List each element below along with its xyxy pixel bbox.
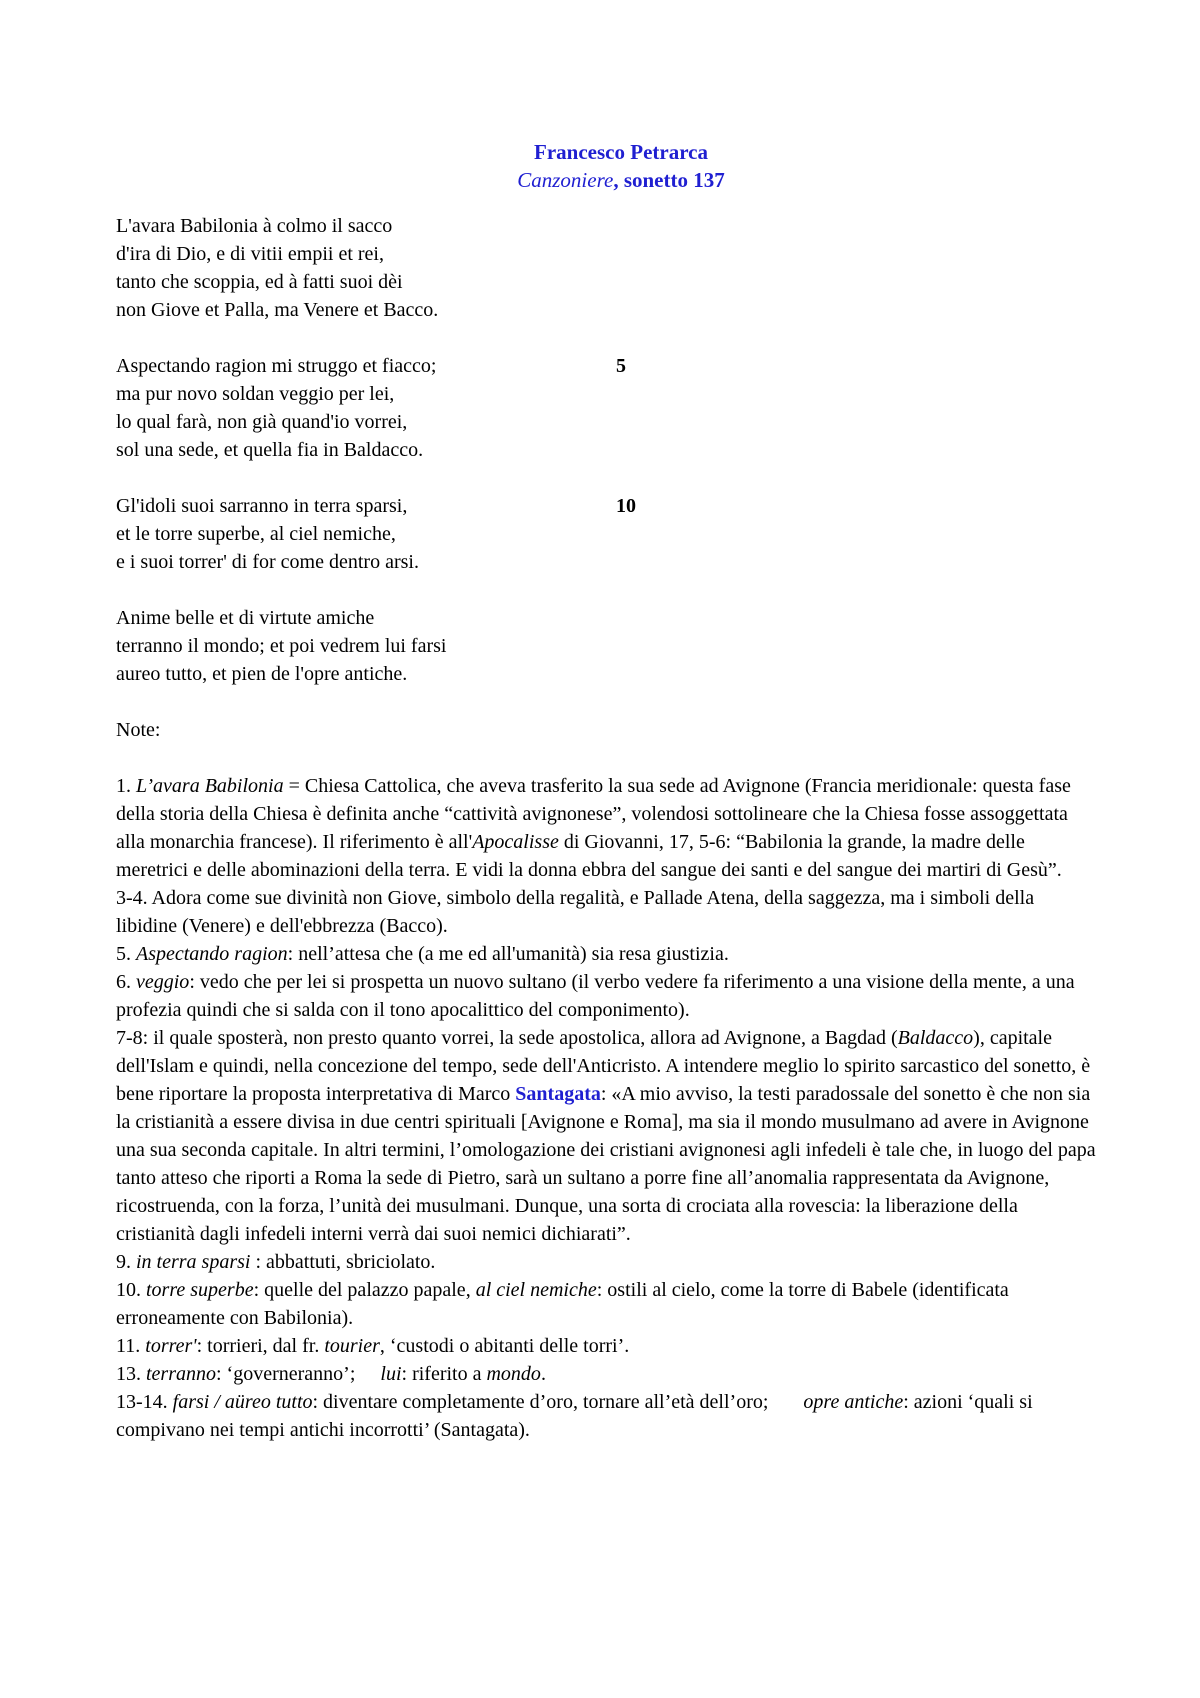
verse-text: terranno il mondo; et poi vedrem lui farsi <box>116 635 447 657</box>
note-term: veggio <box>136 971 190 993</box>
note-number: 13-14. <box>116 1391 173 1413</box>
note-term: lui <box>380 1363 402 1385</box>
note-text: : riferito a <box>401 1363 487 1385</box>
note-text: : ‘governeranno’; <box>216 1363 381 1385</box>
note-term: terranno <box>146 1363 216 1385</box>
note-term: al ciel nemiche <box>475 1279 597 1301</box>
work-title-rest: , sonetto 137 <box>613 168 725 192</box>
note-term: L’avara Babilonia <box>136 775 284 797</box>
verse-text: L'avara Babilonia à colmo il sacco <box>116 215 393 237</box>
note-text: 3-4. Adora come sue divinità non Giove, simbolo della regalità, e Pallade Atena, della saggezza, ma i simboli della libidine (Venere) e dell'ebbrezza (Bacco). <box>116 887 1035 937</box>
verse-line <box>116 380 1096 408</box>
note-text: : abbattuti, sbriciolato. <box>250 1251 436 1273</box>
note-term: opre antiche <box>803 1391 904 1413</box>
notes-heading: Note: <box>116 719 161 741</box>
title-block <box>116 138 1096 194</box>
verse-text: aureo tutto, et pien de l'opre antiche. <box>116 663 408 685</box>
work-title-italic: Canzoniere <box>517 168 614 192</box>
verse-line <box>116 520 1096 548</box>
author-title: Francesco Petrarca <box>534 140 708 164</box>
note-text: , ‘custodi o abitanti delle torri’. <box>379 1335 630 1357</box>
note-text: = Chiesa Cattolica, che aveva trasferito la sua sede ad Avignone (Francia meridionale: questa fase della storia della Chiesa è definita anche “cattività avignonese”, volendosi sottolineare che la Chiesa fosse assoggettata alla monarchia francese). Il riferimento è all' <box>116 775 1071 853</box>
note-number: 10. <box>116 1279 146 1301</box>
note-term: in terra sparsi <box>136 1251 251 1273</box>
verse-line <box>116 240 1096 268</box>
verse-text: d'ira di Dio, e di vitii empii et rei, <box>116 243 384 265</box>
stanza-4 <box>116 604 1096 688</box>
verse-line <box>116 492 1096 520</box>
verse-line <box>116 408 1096 436</box>
note-term: torre superbe <box>146 1279 254 1301</box>
sonnet-text <box>116 212 1096 688</box>
note-6 <box>116 968 1096 1024</box>
note-term: tourier <box>324 1335 380 1357</box>
author-reference: Santagata <box>515 1083 601 1105</box>
note-text: : vedo che per lei si prospetta un nuovo sultano (il verbo vedere fa riferimento a una visione della mente, a una profezia quindi che si salda con il tono apocalittico del componimento). <box>116 971 1075 1021</box>
verse-line <box>116 660 1096 688</box>
note-3-4 <box>116 884 1096 940</box>
note-5 <box>116 940 1096 968</box>
note-9 <box>116 1248 1096 1276</box>
note-term: mondo <box>486 1363 541 1385</box>
note-number: 1. <box>116 775 136 797</box>
document-page <box>116 138 1096 1444</box>
note-text: 7-8: il quale sposterà, non presto quanto vorrei, la sede apostolica, allora ad Avignone, a Bagdad ( <box>116 1027 898 1049</box>
verse-text: lo qual farà, non già quand'io vorrei, <box>116 411 408 433</box>
note-text: : diventare completamente d’oro, tornare all’età dell’oro; <box>312 1391 804 1413</box>
verse-line <box>116 632 1096 660</box>
note-text: di Giovanni, 17, 5-6: “Babilonia la grande, la madre delle meretrici e delle abominazioni della terra. E vidi la donna ebbra del sangue dei santi e del sangue dei martiri di Gesù”. <box>116 831 1062 881</box>
verse-line <box>116 548 1096 576</box>
verse-text: et le torre superbe, al ciel nemiche, <box>116 523 396 545</box>
verse-text: sol una sede, et quella fia in Baldacco. <box>116 439 424 461</box>
line-number: 10 <box>616 495 636 517</box>
note-11 <box>116 1332 1096 1360</box>
note-term: Aspectando ragion <box>136 943 288 965</box>
note-text: : torrieri, dal fr. <box>196 1335 325 1357</box>
note-number: 6. <box>116 971 136 993</box>
note-number: 9. <box>116 1251 136 1273</box>
verse-text: non Giove et Palla, ma Venere et Bacco. <box>116 299 439 321</box>
note-term: farsi / aüreo tutto <box>172 1391 313 1413</box>
note-term: torrer' <box>145 1335 197 1357</box>
note-text: : quelle del palazzo papale, <box>253 1279 476 1301</box>
note-13-14 <box>116 1388 1096 1444</box>
verse-line <box>116 296 1096 324</box>
note-text: . <box>540 1363 546 1385</box>
verse-text: Anime belle et di virtute amiche <box>116 607 375 629</box>
note-term: Apocalisse <box>472 831 559 853</box>
note-text: ), capitale dell'Islam e quindi, nella concezione del tempo, sede dell'Anticristo. A intendere meglio lo spirito sarcastico del sonetto, è bene riportare la proposta interpretativa di Marco <box>116 1027 1091 1105</box>
note-13 <box>116 1360 1096 1388</box>
note-text: : nell’attesa che (a me ed all'umanità) sia resa giustizia. <box>287 943 729 965</box>
note-1 <box>116 772 1096 884</box>
verse-text: ma pur novo soldan veggio per lei, <box>116 383 395 405</box>
line-number: 5 <box>616 355 626 377</box>
note-text: : ostili al cielo, come la torre di Babele (identificata erroneamente con Babilonia). <box>116 1279 1009 1329</box>
note-number: 11. <box>116 1335 146 1357</box>
verse-text: Aspectando ragion mi struggo et fiacco; <box>116 355 437 377</box>
stanza-3 <box>116 492 1096 576</box>
work-title <box>146 166 1096 194</box>
verse-text: Gl'idoli suoi sarranno in terra sparsi, <box>116 495 408 517</box>
verse-line <box>116 352 1096 380</box>
verse-line <box>116 604 1096 632</box>
verse-line <box>116 268 1096 296</box>
verse-line <box>116 212 1096 240</box>
verse-text: e i suoi torrer' di for come dentro arsi. <box>116 551 419 573</box>
notes-section <box>116 772 1096 1444</box>
stanza-2 <box>116 352 1096 464</box>
verse-line <box>116 436 1096 464</box>
note-number: 5. <box>116 943 136 965</box>
note-text: : azioni ‘quali si compivano nei tempi antichi incorrotti’ (Santagata). <box>116 1391 1033 1441</box>
note-7-8 <box>116 1024 1096 1248</box>
note-text: : «A mio avviso, la testi paradossale del sonetto è che non sia la cristianità a essere divisa in due centri spirituali [Avignone e Roma], ma sia il mondo musulmano ad avere in Avignone una sua seconda capitale. In altri termini, l’omologazione dei cristiani avignonesi agli infedeli è tale che, in luogo del papa tanto atteso che riporti a Roma la sede di Pietro, sarà un sultano a porre fine all’anomalia rappresentata da Avignone, ricostruenda, con la forza, l’unità dei musulmani. Dunque, una sorta di crociata alla rovescia: la liberazione della cristianità dagli infedeli interni verrà dai suoi nemici dichiarati”. <box>116 1083 1096 1245</box>
note-10 <box>116 1276 1096 1332</box>
verse-text: tanto che scoppia, ed à fatti suoi dèi <box>116 271 403 293</box>
note-number: 13. <box>116 1363 146 1385</box>
note-term: Baldacco <box>897 1027 974 1049</box>
stanza-1 <box>116 212 1096 324</box>
